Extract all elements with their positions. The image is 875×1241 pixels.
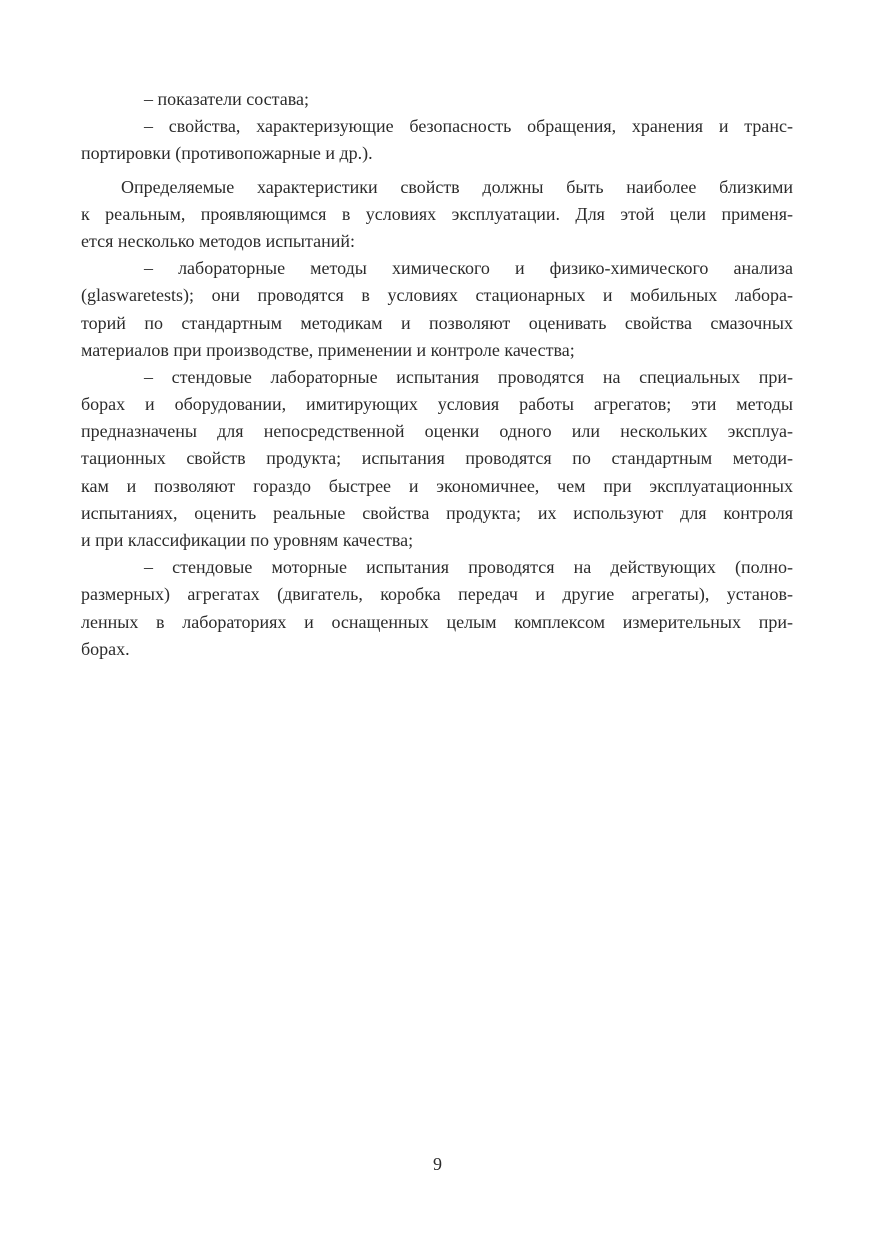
bullet-item <box>81 364 793 554</box>
text-line: – лабораторные методы химического и физико-химического анализа <box>144 258 793 279</box>
text-line: тационных свойств продукта; испытания проводятся по стандартным методи- <box>81 448 793 469</box>
bullet-item <box>81 86 793 113</box>
text-line: (glaswaretests); они проводятся в условиях стационарных и мобильных лабора- <box>81 285 793 306</box>
bullet-item <box>81 554 793 663</box>
text-line: предназначены для непосредственной оценки одного или нескольких эксплуа- <box>81 421 793 442</box>
text-line: – свойства, характеризующие безопасность обращения, хранения и транс- <box>144 116 793 137</box>
text-line: ленных в лабораториях и оснащенных целым комплексом измерительных при- <box>81 611 793 632</box>
text-line: и при классификации по уровням качества; <box>81 530 414 550</box>
bullet-item <box>81 255 793 364</box>
text-line: портировки (противопожарные и др.). <box>81 143 373 164</box>
page-number: 9 <box>433 1154 442 1174</box>
body-text <box>81 86 793 663</box>
text-line: к реальным, проявляющимся в условиях эксплуатации. Для этой цели применя- <box>81 203 793 224</box>
text-line: – стендовые моторные испытания проводятся на действующих (полно- <box>144 557 793 578</box>
text-line: Определяемые характеристики свойств должны быть наиболее близкими <box>121 176 793 197</box>
paragraph <box>81 174 793 256</box>
text-line: – показатели состава; <box>144 89 309 109</box>
text-line: борах. <box>81 638 130 659</box>
text-line: испытаниях, оценить реальные свойства продукта; их используют для контроля <box>81 502 793 523</box>
text-line: ется несколько методов испытаний: <box>81 230 355 251</box>
text-line: размерных) агрегатах (двигатель, коробка передач и другие агрегаты), установ- <box>81 584 793 605</box>
text-line: кам и позволяют гораздо быстрее и экономичнее, чем при эксплуатационных <box>81 475 793 496</box>
text-line: борах и оборудовании, имитирующих условия работы агрегатов; эти методы <box>81 394 793 415</box>
text-line: материалов при производстве, применении и контроле качества; <box>81 339 575 360</box>
bullet-item <box>81 113 793 167</box>
text-line: – стендовые лабораторные испытания проводятся на специальных при- <box>144 366 793 387</box>
text-line: торий по стандартным методикам и позволяют оценивать свойства смазочных <box>81 312 793 333</box>
